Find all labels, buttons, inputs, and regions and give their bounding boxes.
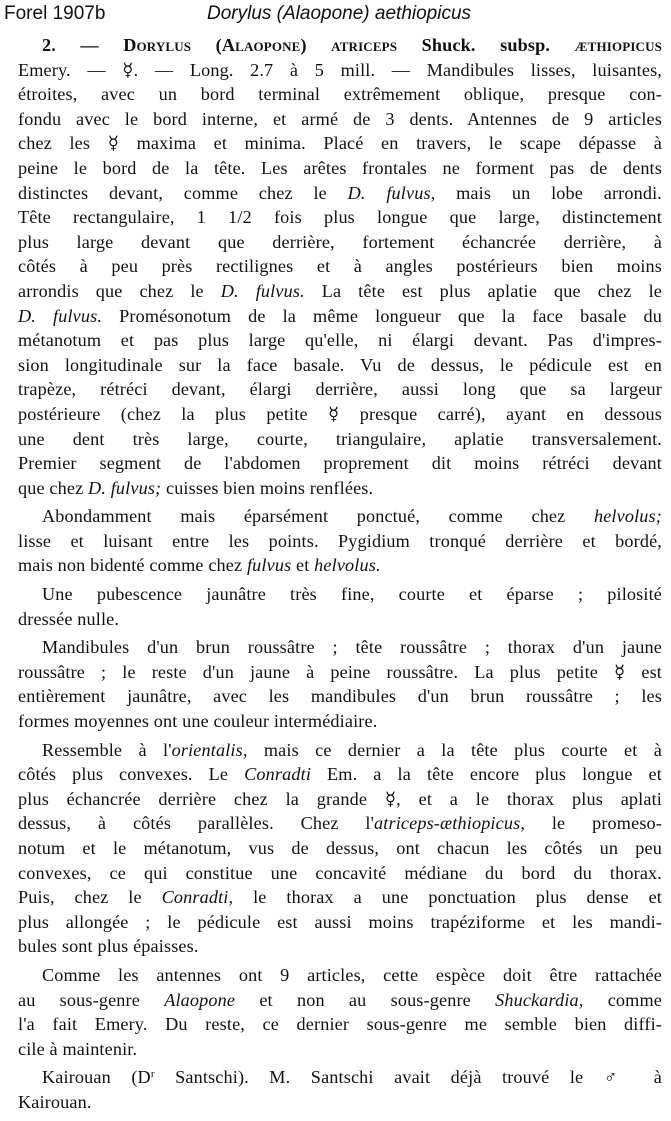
species-number: 2. — [42, 35, 99, 55]
text-line: Une pubescence jaunâtre très fine, courte et éparse ; pilosité [42, 584, 662, 605]
paragraph-comparison [18, 738, 662, 959]
text-line: métanotum et pas plus large qu'elle, ni élargi devant. Pas d'impres- [18, 330, 662, 351]
text-line: formes moyennes ont une couleur intermédiaire. [18, 711, 378, 732]
text-line: côtés à peu près rectilignes et à angles postérieurs bien moins [18, 256, 662, 277]
text-span: mais un lobe arrondi. [456, 182, 662, 203]
taxon-name: Shuckardia, [495, 989, 584, 1010]
text-span: Puis, chez le [18, 887, 142, 908]
text-line [18, 811, 662, 836]
text-line: Emery. — ☿. — Long. 2.7 à 5 mill. — Mandibules lisses, luisantes, [18, 59, 662, 80]
subsp-label: subsp. [500, 35, 551, 55]
text-line [18, 304, 662, 329]
text-line [18, 279, 662, 304]
text-line: Mandibules d'un brun roussâtre ; tête roussâtre ; thorax d'un jaune [42, 637, 662, 658]
text-line: roussâtre ; le reste d'un jaune à peine roussâtre. La plus petite ☿ est [18, 661, 662, 682]
text-line: Comme les antennes ont 9 articles, cette espèce doit être rattachée [42, 964, 662, 985]
text-span: distinctes devant, comme chez le [18, 182, 327, 203]
text-span: Em. a la tête encore plus longue et [327, 764, 662, 785]
taxon-name: D. fulvus. [220, 280, 305, 301]
text-line [18, 738, 662, 763]
text-line: notum et le métanotum, vus de dessus, ont chacun les côtés un peu [18, 838, 662, 858]
text-span: arrondis que chez le [18, 280, 204, 301]
text-line [18, 181, 662, 206]
taxon-name: D. fulvus. [18, 305, 103, 326]
taxon-name: helvolus; [593, 506, 662, 527]
text-line: plus large devant que derrière, fortement échancrée derrière, à [18, 231, 662, 252]
text-line: entièrement jaunâtre, avec les mandibules d'un brun roussâtre ; les [18, 686, 662, 707]
text-span: mais non bidenté comme chez [18, 555, 243, 576]
text-line [18, 988, 662, 1013]
text-span: Santschi). M. Santschi avait déjà trouvé le ♂ à [154, 1067, 662, 1088]
text-span: le promeso- [551, 813, 662, 834]
paragraph-locality [18, 1065, 662, 1114]
text-span: cuisses bien moins renflées. [165, 477, 374, 498]
text-span: dessus, à côtés parallèles. Chez l' [18, 813, 375, 834]
text-line: fondu avec le bord interne, et armé de 3 dents. Antennes de 9 articles [18, 108, 662, 129]
paragraph-pubescence [18, 582, 662, 631]
taxon-name: D. fulvus; [88, 477, 162, 498]
paragraph-description [18, 33, 662, 500]
text-line [18, 885, 662, 910]
text-line: bules sont plus épaisses. [18, 936, 199, 957]
taxon-name: Alaopone [164, 989, 236, 1010]
text-line: cile à maintenir. [18, 1038, 138, 1059]
author-name: Shuck. [421, 35, 476, 55]
text-line: Premier segment de l'abdomen proprement dit moins rétréci devant [18, 453, 662, 474]
paragraph-color [18, 635, 662, 733]
paragraph-subgenus [18, 963, 662, 1061]
species-name: atriceps [331, 35, 398, 55]
taxon-name: Conradti [244, 764, 312, 785]
text-line [18, 553, 662, 578]
text-line: une dent très large, courte, triangulaire, aplatie transversalement. [18, 428, 662, 449]
subspecies-name: æthiopicus [574, 35, 662, 55]
taxon-name: fulvus [246, 555, 292, 576]
genus-name: Dorylus [123, 35, 192, 55]
taxon-name: Conradti, [161, 887, 234, 908]
page-header [0, 2, 671, 28]
text-line: dressée nulle. [18, 608, 120, 629]
text-line: Kairouan. [18, 1091, 92, 1112]
text-line: plus échancrée derrière chez la grande ☿, et a le thorax plus aplati [18, 788, 662, 809]
text-line [18, 504, 662, 529]
text-line: convexes, ce qui constitue une concavité médiane du bord du thorax. [18, 862, 662, 883]
header-taxon: Dorylus (Alaopone) aethiopicus [207, 3, 472, 24]
text-span: Ressemble à l' [42, 739, 172, 760]
text-line: sion longitudinale sur la face basale. Vu de dessus, le pédicule est en [18, 354, 662, 375]
taxon-name: D. fulvus, [347, 182, 436, 203]
text-span: comme [607, 989, 662, 1010]
text-span: Kairouan (D [42, 1067, 151, 1088]
text-span: Abondamment mais éparsément ponctué, comme chez [42, 506, 566, 527]
taxon-name: orientalis, [171, 739, 248, 760]
text-line: l'a fait Emery. Du reste, ce dernier sous-genre me semble bien diffi- [18, 1014, 662, 1035]
text-line: plus allongée ; le pédicule est aussi moins trapéziforme et les mandi- [18, 911, 662, 932]
taxon-name: atriceps-æthiopicus, [374, 813, 526, 834]
text-span: et non au sous-genre [259, 989, 471, 1010]
text-line: peine le bord de la tête. Les arêtes frontales ne forment pas de dents [18, 157, 662, 178]
text-line [18, 1065, 662, 1090]
text-line: Tête rectangulaire, 1 1/2 fois plus longue que large, distinctement [18, 207, 662, 228]
text-span: que chez [18, 477, 84, 498]
text-line [18, 476, 662, 501]
text-line: lisse et luisant entre les points. Pygidium tronqué derrière et bordé, [18, 530, 662, 551]
text-span: La tête est plus aplatie que chez le [321, 280, 663, 301]
text-span: au sous-genre [18, 989, 140, 1010]
text-line: trapèze, rétréci devant, élargi derrière, aussi long que sa largeur [18, 379, 662, 400]
paragraph-sculpture [18, 504, 662, 578]
superscript: r [150, 1068, 155, 1081]
text-span: mais ce dernier a la tête plus courte et à [263, 739, 662, 760]
text-line: postérieure (chez la plus petite ☿ presque carré), ayant en dessous [18, 403, 662, 424]
text-span: côtés plus convexes. Le [18, 764, 229, 785]
text-line: étroites, avec un bord terminal extrêmement oblique, presque con- [18, 84, 662, 105]
header-citation: Forel 1907b [4, 3, 106, 24]
text-line [18, 33, 662, 58]
taxon-name: helvolus. [314, 555, 381, 576]
text-span: et [296, 555, 310, 576]
text-span: le thorax a une ponctuation plus dense et [253, 887, 663, 908]
text-span: Promésonotum de la même longueur que la face basale du [119, 305, 662, 326]
document-body [18, 33, 662, 1119]
subgenus-name: (Alaopone) [215, 35, 307, 55]
text-line: chez les ☿ maxima et minima. Placé en travers, le scape dépasse à [18, 133, 662, 154]
text-line [18, 762, 662, 787]
